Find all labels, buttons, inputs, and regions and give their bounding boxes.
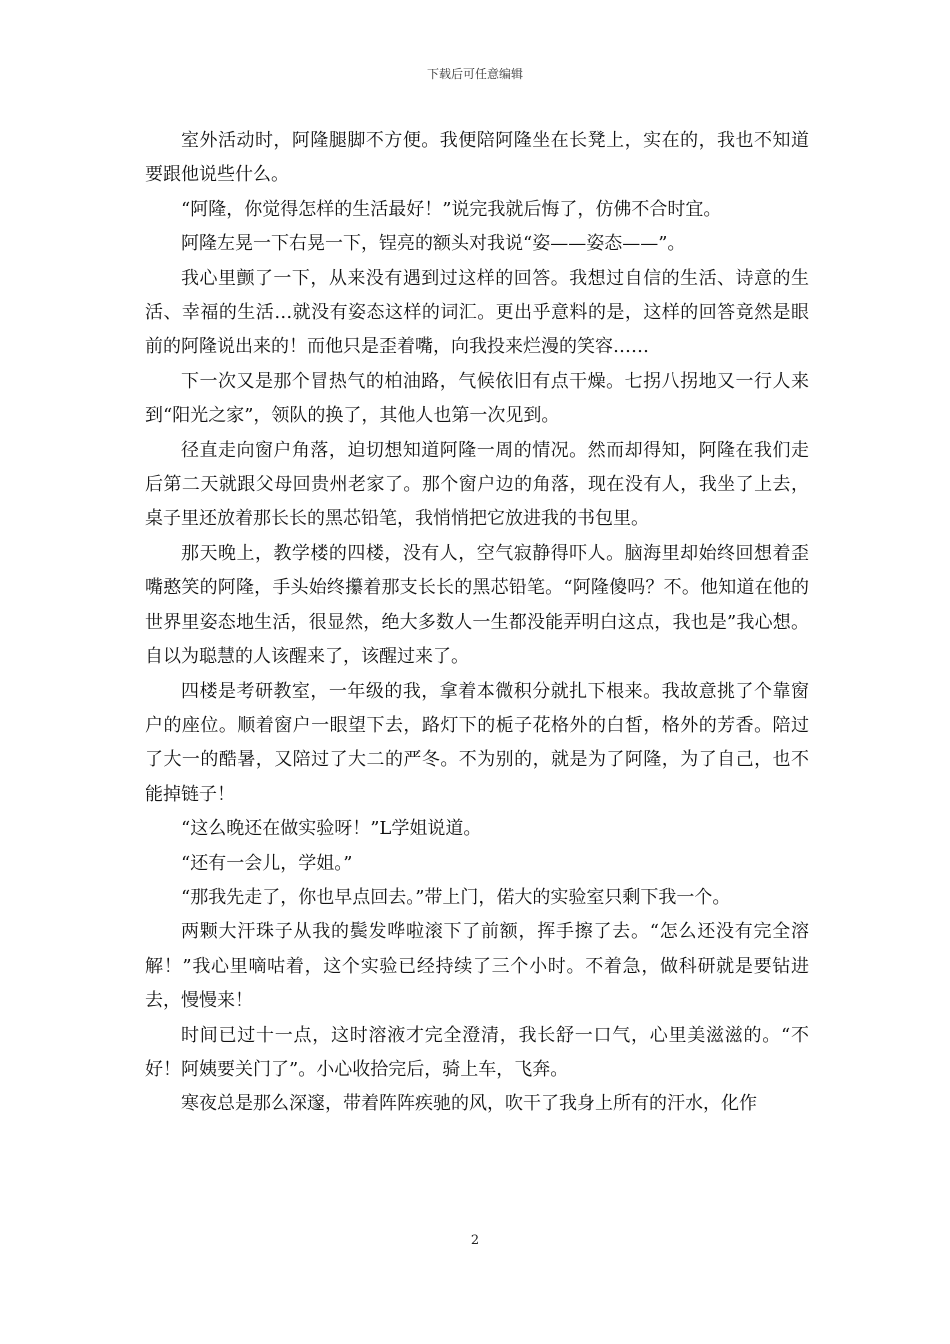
paragraph: “还有一会儿，学姐。” (181, 852, 353, 874)
paragraph: 阿隆左晃一下右晃一下，锃亮的额头对我说“姿——姿态——”。 (181, 233, 686, 255)
document-body (145, 124, 809, 1122)
paragraph: “阿隆，你觉得怎样的生活最好！”说完我就后悔了，仿佛不合时宜。 (181, 198, 722, 220)
paragraph: 两颗大汗珠子从我的鬓发哗啦滚下了前额，挥手擦了去。“怎么还没有完全溶解！”我心里嘀咕着，这个实验已经持续了三个小时。不着急，做科研就是要钻进去，慢慢来！ (145, 921, 809, 1012)
page-number: 2 (470, 1233, 480, 1248)
paragraph: 我心里颤了一下，从来没有遇到过这样的回答。我想过自信的生活、诗意的生活、幸福的生活…就没有姿态这样的词汇。更出乎意料的是，这样的回答竟然是眼前的阿隆说出来的！而他只是歪着嘴，向我投来烂漫的笑容…… (145, 267, 809, 358)
paragraph: 下一次又是那个冒热气的柏油路，气候依旧有点干燥。七拐八拐地又一行人来到“阳光之家”，领队的换了，其他人也第一次见到。 (145, 370, 809, 427)
paragraph: 四楼是考研教室，一年级的我，拿着本微积分就扎下根来。我故意挑了个靠窗户的座位。顺着窗户一眼望下去，路灯下的栀子花格外的白皙，格外的芳香。陪过了大一的酷暑，又陪过了大二的严冬。不为别的，就是为了阿隆，为了自己，也不能掉链子！ (145, 680, 809, 805)
paragraph: “这么晚还在做实验呀！”L学姐说道。 (181, 818, 482, 840)
page-header: 下载后可任意编辑 (426, 67, 523, 81)
paragraph: 寒夜总是那么深邃，带着阵阵疾驰的风，吹干了我身上所有的汗水，化作 (181, 1093, 757, 1115)
paragraph: 时间已过十一点，这时溶液才完全澄清，我长舒一口气，心里美滋滋的。“不好！阿姨要关门了”。小心收拾完后，骑上车，飞奔。 (145, 1024, 809, 1080)
paragraph: 那天晚上，教学楼的四楼，没有人，空气寂静得吓人。脑海里却始终回想着歪嘴憨笑的阿隆，手头始终攥着那支长长的黑芯铅笔。“阿隆傻吗？不。他知道在他的世界里姿态地生活，很显然，绝大多数人一生都没能弄明白这点，我也是”我心想。自以为聪慧的人该醒来了，该醒过来了。 (145, 542, 809, 668)
paragraph: 室外活动时，阿隆腿脚不方便。我便陪阿隆坐在长凳上，实在的，我也不知道要跟他说些什么。 (145, 130, 809, 186)
paragraph: 径直走向窗户角落，迫切想知道阿隆一周的情况。然而却得知，阿隆在我们走后第二天就跟父母回贵州老家了。那个窗户边的角落，现在没有人，我坐了上去，桌子里还放着那长长的黑芯铅笔，我悄悄把它放进我的书包里。 (145, 439, 809, 530)
paragraph: “那我先走了，你也早点回去。”带上门，偌大的实验室只剩下我一个。 (181, 886, 731, 908)
